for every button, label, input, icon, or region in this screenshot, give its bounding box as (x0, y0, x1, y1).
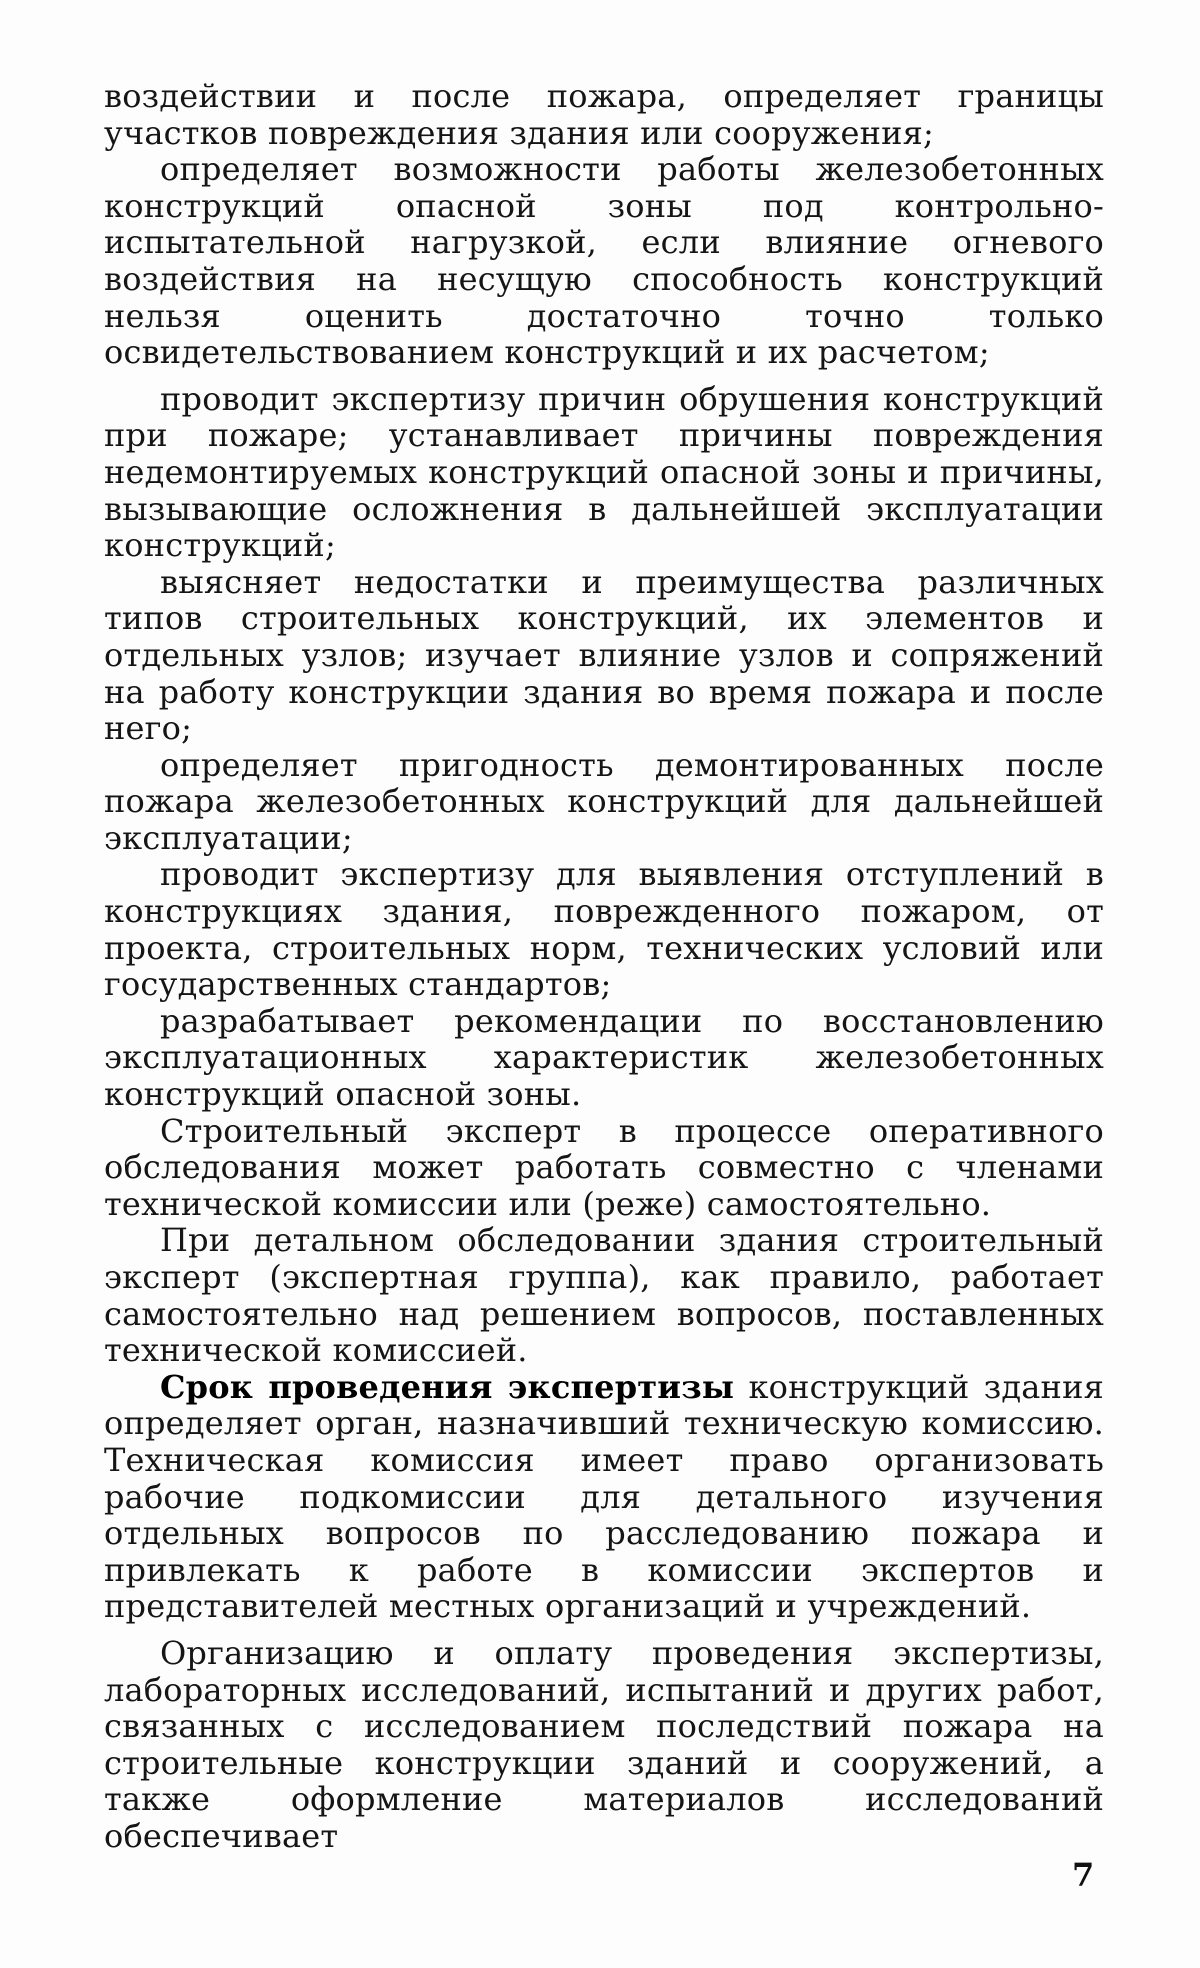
page-number: 7 (1072, 1856, 1095, 1894)
body-text (104, 78, 1104, 1855)
paragraph-operational-survey: Строительный эксперт в процессе оперативного обследования может работать совместно с членами технической комиссии или (реже) самостоятельно. (104, 1111, 1104, 1223)
paragraph-expertise-term-body: конструкций здания определяет орган, назначивший техническую комиссию. Техническая комиссия имеет право организовать рабочие подкомиссии для детального изучения отдельных вопросов по расследованию пожара и привлекать к работе в комиссии экспертов и представителей местных организаций и учреждений. (104, 1367, 1104, 1626)
paragraph-organization-payment: Организацию и оплату проведения экспертизы, лабораторных исследований, испытаний и других работ, связанных с исследованием последствий пожара на строительные конструкции зданий и сооружений, а также оформление материалов исследований обеспечивает (104, 1633, 1104, 1855)
paragraph-duty-collapse-expertise: проводит экспертизу причин обрушения конструкций при пожаре; устанавливает причины повреждения недемонтируемых конструкций опасной зоны и причины, вызывающие осложнения в дальнейшей эксплуатации конструкций; (104, 379, 1104, 565)
paragraph-continuation: воздействии и после пожара, определяет границы участков повреждения здания или сооружения; (104, 77, 1104, 152)
paragraph-duty-load-testing: определяет возможности работы железобетонных конструкций опасной зоны под контрольно-испытательной нагрузкой, если влияние огневого воздействия на несущую способность конструкций нельзя оценить достаточно точно только освидетельствованием конструкций и их расчетом; (104, 150, 1104, 372)
bold-lead-term: Срок проведения экспертизы (160, 1367, 735, 1406)
paragraph-detailed-survey: При детальном обследовании здания строительный эксперт (экспертная группа), как правило, работает самостоятельно над решением вопросов, поставленных технической комиссией. (104, 1221, 1104, 1370)
paragraph-duty-construction-types: выясняет недостатки и преимущества различных типов строительных конструкций, их элементов и отдельных узлов; изучает влияние узлов и сопряжений на работу конструкции здания во время пожара и после него; (104, 562, 1104, 748)
paragraph-expertise-term (104, 1369, 1104, 1625)
paragraph-duty-recommendations: разрабатывает рекомендации по восстановлению эксплуатационных характеристик железобетонных конструкций опасной зоны. (104, 1001, 1104, 1114)
paragraph-duty-deviations: проводит экспертизу для выявления отступлений в конструкциях здания, поврежденного пожаром, от проекта, строительных норм, технических условий или государственных стандартов; (104, 855, 1104, 1004)
paragraph-duty-dismantled-fitness: определяет пригодность демонтированных после пожара железобетонных конструкций для дальнейшей эксплуатации; (104, 745, 1104, 857)
